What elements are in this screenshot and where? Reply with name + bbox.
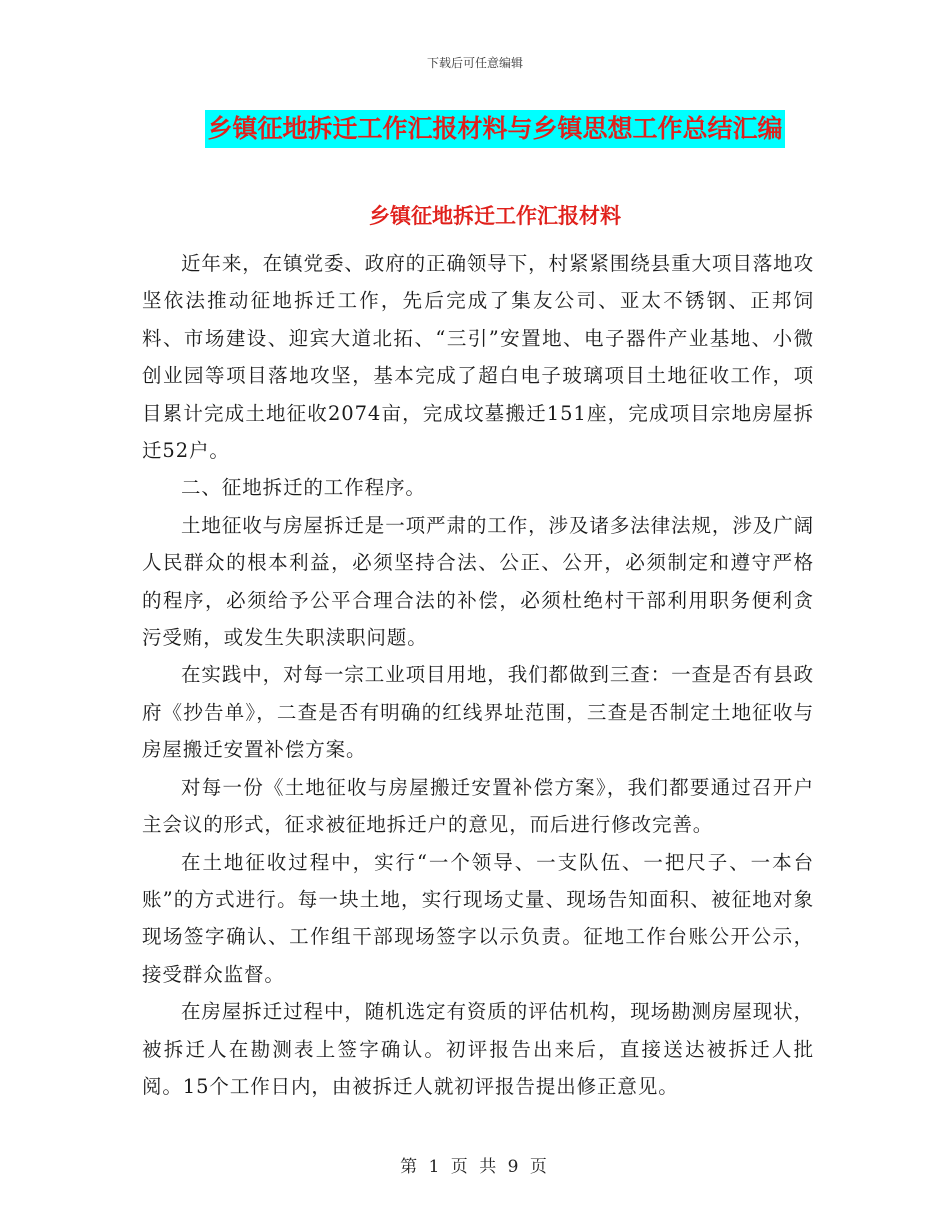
section-title: 乡镇征地拆迁工作汇报材料 — [369, 204, 621, 228]
paragraph-intro: 近年来，在镇党委、政府的正确领导下，村紧紧围绕县重大项目落地攻坚依法推动征地拆迁工作，先后完成了集友公司、亚太不锈钢、正邦饲料、市场建设、迎宾大道北拓、“三引”安置地、电子器件产业基地、小微创业园等项目落地攻坚，基本完成了超白电子玻璃项目土地征收工作，项目累计完成土地征收2074亩，完成坟墓搬迁151座，完成项目宗地房屋拆迁52户。 — [142, 252, 814, 463]
paragraph-legal-requirements: 土地征收与房屋拆迁是一项严肃的工作，涉及诸多法律法规，涉及广阔人民群众的根本利益，必须坚持合法、公正、公开，必须制定和遵守严格的程序，必须给予公平合理合法的补偿，必须杜绝村干部利用职务便利贪污受贿，或发生失职渎职问题。 — [142, 513, 814, 650]
document-title: 乡镇征地拆迁工作汇报材料与乡镇思想工作总结汇编 — [205, 110, 784, 148]
paragraph-three-checks: 在实践中，对每一宗工业项目用地，我们都做到三查：一查是否有县政府《抄告单》，二查是否有明确的红线界址范围，三查是否制定土地征收与房屋搬迁安置补偿方案。 — [142, 663, 814, 762]
paragraph-land-expropriation: 在土地征收过程中，实行“一个领导、一支队伍、一把尺子、一本台账”的方式进行。每一块土地，实行现场丈量、现场告知面积、被征地对象现场签字确认、工作组干部现场签字以示负责。征地工作台账公开公示，接受群众监督。 — [142, 850, 814, 986]
page-number-footer: 第 1 页 共 9 页 — [400, 1157, 550, 1177]
paragraph-heading-procedure: 二、征地拆迁的工作程序。 — [181, 476, 426, 500]
page-header-note: 下载后可任意编辑 — [426, 56, 523, 70]
document-body — [142, 245, 814, 1105]
paragraph-house-demolition: 在房屋拆迁过程中，随机选定有资质的评估机构，现场勘测房屋现状，被拆迁人在勘测表上签字确认。初评报告出来后，直接送达被拆迁人批阅。15个工作日内，由被拆迁人就初评报告提出修正意见。 — [142, 1000, 814, 1098]
paragraph-compensation-plan: 对每一份《土地征收与房屋搬迁安置补偿方案》，我们都要通过召开户主会议的形式，征求被征地拆迁户的意见，而后进行修改完善。 — [142, 775, 814, 837]
document-title-wrap — [0, 110, 950, 148]
